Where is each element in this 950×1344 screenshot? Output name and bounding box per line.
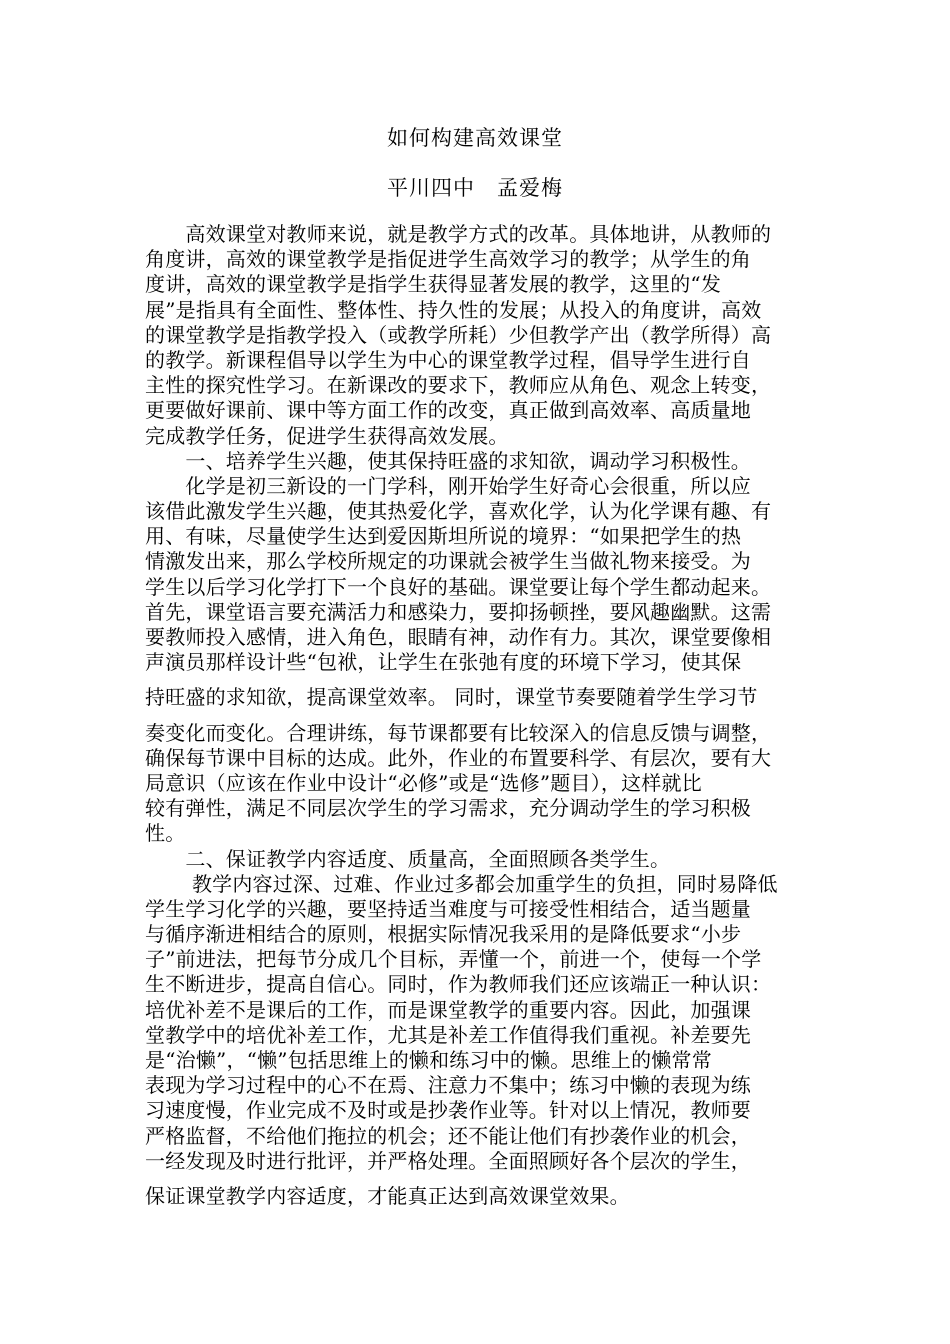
text-line: 用、有味，尽量使学生达到爱因斯坦所说的境界：“如果把学生的热 (145, 524, 742, 549)
document-body (145, 222, 810, 1209)
text-line: 表现为学习过程中的心不在焉、注意力不集中；练习中懒的表现为练 (145, 1073, 751, 1098)
text-line: 学生学习化学的兴趣，要坚持适当难度与可接受性相结合，适当题量 (145, 896, 751, 921)
text-line: 一经发现及时进行批评，并严格处理。全面照顾好各个层次的学生， (145, 1148, 751, 1173)
text-line: 生不断进步，提高自信心。同时，作为教师我们还应该端正一种认识： (145, 972, 772, 997)
text-line: 保证课堂教学内容适度，才能真正达到高效课堂效果。 (145, 1183, 630, 1208)
text-line: 子”前进法，把每节分成几个目标，弄懂一个，前进一个，使每一个学 (145, 947, 762, 972)
text-line: 更要做好课前、课中等方面工作的改变，真正做到高效率、高质量地 (145, 398, 751, 423)
text-line: 声演员那样设计些“包袱，让学生在张弛有度的环境下学习，使其保 (145, 650, 742, 675)
text-line: 的教学。新课程倡导以学生为中心的课堂教学过程，倡导学生进行自 (145, 347, 751, 372)
text-line: 要教师投入感情，进入角色，眼睛有神，动作有力。其次，课堂要像相 (145, 625, 772, 649)
text-line: 角度讲，高效的课堂教学是指促进学生高效学习的教学；从学生的角 (145, 247, 751, 272)
text-line: 奏变化而变化。合理讲练，每节课都要有比较深入的信息反馈与调整， (145, 720, 772, 745)
document-title: 如何构建高效课堂 (387, 126, 563, 150)
text-line: 确保每节课中目标的达成。此外，作业的布置要科学、有层次，要有大 (145, 745, 772, 770)
text-line: 情激发出来，那么学校所规定的功课就会被学生当做礼物来接受。为 (145, 549, 751, 574)
text-line: 习速度慢，作业完成不及时或是抄袭作业等。针对以上情况，教师要 (145, 1098, 751, 1123)
text-line: 化学是初三新设的一门学科，刚开始学生好奇心会很重，所以应 (145, 473, 751, 498)
text-line: 较有弹性，满足不同层次学生的学习需求，充分调动学生的学习积极 (145, 796, 751, 821)
section-heading: 二、保证教学内容适度、质量高，全面照顾各类学生。 (145, 846, 671, 871)
text-line: 该借此激发学生兴趣，使其热爱化学，喜欢化学，认为化学课有趣、有 (145, 499, 772, 524)
text-line: 度讲，高效的课堂教学是指学生获得显著发展的教学，这里的“发 (145, 272, 722, 297)
text-line: 高效课堂对教师来说，就是教学方式的改革。具体地讲，从教师的 (145, 222, 772, 246)
text-line: 局意识（应该在作业中设计“必修”或是“选修”题目），这样就比 (145, 770, 702, 795)
text-line: 与循序渐进相结合的原则，根据实际情况我采用的是降低要求“小步 (145, 922, 742, 947)
text-line: 教学内容过深、过难、作业过多都会加重学生的负担，同时易降低 (145, 871, 778, 896)
text-line: 学生以后学习化学打下一个良好的基础。课堂要让每个学生都动起来。 (145, 574, 772, 599)
text-line: 是“治懒”，“懒”包括思维上的懒和练习中的懒。思维上的懒常常 (145, 1048, 712, 1072)
text-line: 培优补差不是课后的工作，而是课堂教学的重要内容。因此，加强课 (145, 997, 751, 1022)
text-line: 主性的探究性学习。在新课改的要求下，教师应从角色、观念上转变， (145, 373, 772, 398)
text-line: 持旺盛的求知欲，提高课堂效率。 同时，课堂节奏要随着学生学习节 (145, 685, 758, 710)
text-line: 严格监督，不给他们拖拉的机会；还不能让他们有抄袭作业的机会， (145, 1123, 751, 1148)
text-line: 展”是指具有全面性、整体性、持久性的发展；从投入的角度讲，高效 (145, 297, 762, 322)
text-line: 完成教学任务，促进学生获得高效发展。 (145, 423, 509, 448)
text-line: 性。 (145, 821, 186, 846)
text-line: 的课堂教学是指教学投入（或教学所耗）少但教学产出（教学所得）高 (145, 322, 772, 347)
document-author: 平川四中 孟爱梅 (387, 176, 563, 200)
text-line: 堂教学中的培优补差工作，尤其是补差工作值得我们重视。补差要先 (145, 1022, 751, 1047)
section-heading: 一、培养学生兴趣，使其保持旺盛的求知欲，调动学习积极性。 (145, 448, 751, 473)
text-line: 首先，课堂语言要充满活力和感染力，要抑扬顿挫，要风趣幽默。这需 (145, 599, 772, 624)
